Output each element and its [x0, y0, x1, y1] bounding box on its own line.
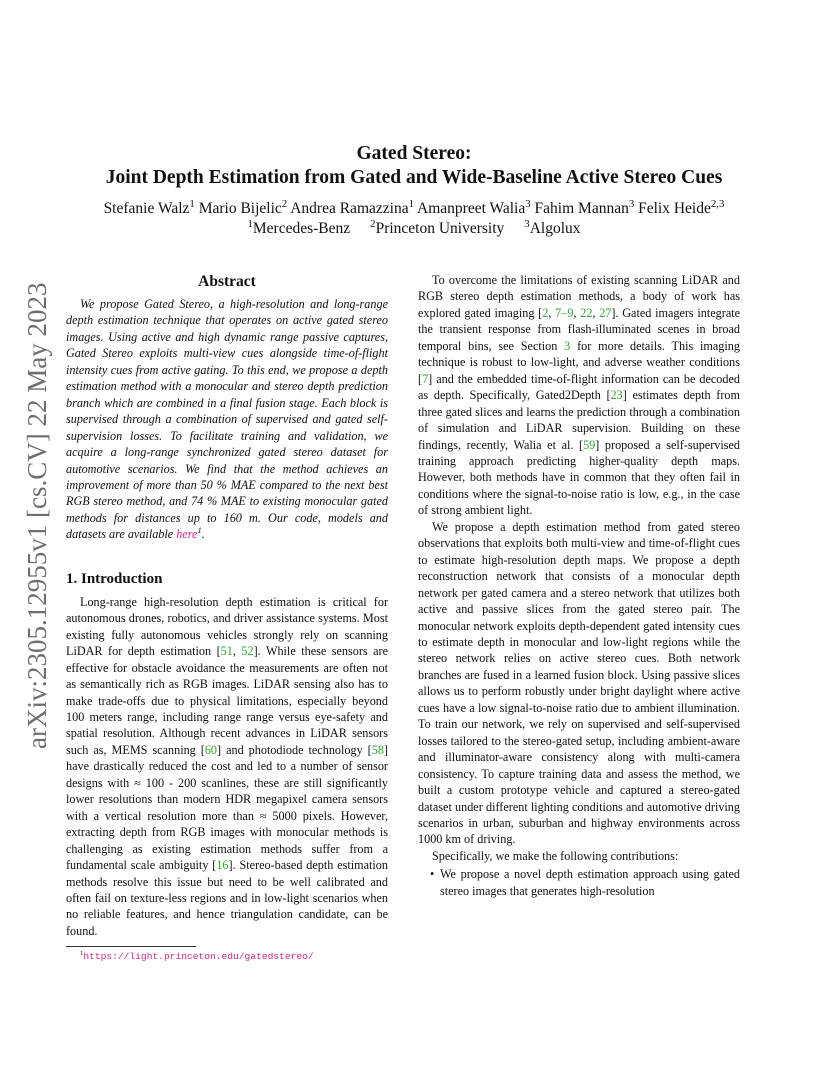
author	[290, 197, 414, 217]
abstract-text	[66, 296, 388, 543]
citation-link[interactable]: 16	[216, 858, 229, 873]
affiliation-number: 3	[524, 217, 530, 230]
author-affiliation-mark: 1	[408, 197, 414, 210]
author	[103, 197, 195, 217]
text-run: ,	[232, 644, 242, 659]
intro-paragraph-2	[418, 272, 740, 519]
author-list	[0, 199, 828, 218]
citation-link[interactable]: 51	[220, 644, 233, 659]
title-line-1: Gated Stereo:	[356, 143, 472, 164]
affiliation-name: Algolux	[529, 220, 581, 237]
intro-paragraph-4: Specifically, we make the following contributions:	[432, 848, 679, 863]
citation-link[interactable]: 59	[583, 437, 596, 452]
footnote-number: 1	[80, 949, 84, 957]
author-affiliation-mark: 2	[281, 197, 288, 210]
intro-paragraph-1	[66, 594, 388, 940]
intro-paragraph-3: We propose a depth estimation method from gated stereo observations that exploits both multi-view and time-of-flight cues to estimate high-resolution depth maps. We propose a depth reconstruction network that consists of a monocular depth network per gated camera and a stereo network that utilizes both active and passive slices from the gated stereo pair. The monocular network exploits depth-dependent gated intensity cues to estimate depth in monocular and low-light regions while the stereo network relies on active stereo cues. Both network branches are fused in a learned fusion block. Using passive slices allows us to perform robustly under bright daylight where active cues have a low signal-to-noise ratio due to ambient illumination. To train our network, we rely on supervised and self-supervised losses tailored to the stereo-gated setup, including ambient-aware and illuminator-aware consistency along with multi-camera consistency. To capture training data and assess the method, we built a custom prototype vehicle and captured a stereo-gated dataset under different lighting conditions and automotive driving scenarios in urban, suburban and highway environments across 1000 km of driving.	[418, 519, 740, 847]
author-name: Fahim Mannan	[534, 200, 629, 217]
author	[638, 197, 725, 217]
abstract-heading: Abstract	[198, 273, 256, 290]
author-name: Stefanie Walz	[103, 200, 190, 217]
author	[198, 197, 288, 217]
author-affiliation-mark: 3	[525, 197, 531, 210]
text-run: ] and the embedded time-of-flight information can be decoded as depth. Specifically, Gated2Depth [	[418, 371, 740, 403]
text-run: ] proposed a self-supervised training approach predicting higher-quality depth maps. However, both methods have in common that they often fail in conditions where the signal-to-noise ratio is low, e.g., in the case of strong ambient light.	[418, 437, 740, 518]
citation-link[interactable]: 7	[422, 371, 429, 386]
footnote	[80, 951, 314, 963]
contribution-bullet	[418, 866, 740, 899]
bullet-text: We propose a novel depth estimation approach using gated stereo images that generates high-resolution	[440, 867, 740, 898]
affiliation	[524, 217, 581, 237]
citation-link[interactable]: 7–9	[555, 305, 574, 320]
citation-link[interactable]: 2	[542, 305, 549, 320]
author-affiliation-mark: 3	[628, 197, 635, 210]
text-run: ] and photodiode technology [	[217, 742, 372, 757]
author-affiliation-mark: 2,3	[710, 197, 725, 210]
citation-link[interactable]: 60	[204, 742, 218, 757]
title-line-2: Joint Depth Estimation from Gated and Wide-Baseline Active Stereo Cues	[105, 167, 723, 188]
citation-link[interactable]: 52	[241, 644, 254, 659]
abstract-end: .	[201, 527, 205, 542]
text-run: ]. Gated imagers integrate the transient response from flash-illuminated scenes in broad temporal bins, see Section	[418, 305, 741, 353]
affiliation	[370, 217, 505, 237]
author-name: Mario Bijelic	[198, 200, 282, 217]
footnote-url[interactable]: https://light.princeton.edu/gatedstereo/	[83, 951, 314, 962]
affiliation-number: 1	[247, 217, 253, 230]
left-column	[66, 272, 388, 939]
text-run: Long-range high-resolution depth estimation is critical for autonomous drones, robotics, and driver assistance systems. Most existing fully autonomous vehicles strongly rely on scanning LiDAR for depth estimation [	[66, 594, 388, 659]
citation-link[interactable]: 22	[580, 305, 593, 320]
section-heading-introduction: 1. Introduction	[66, 570, 163, 587]
affiliation-name: Princeton University	[375, 220, 505, 237]
text-run: ]. While these sensors are effective for obstacle avoidance the measurements are often not as semantically rich as RGB images. LiDAR sensing also has to make trade-offs due to physical limitations, especially beyond 100 meters range, including range range versus eye-safety and spatial resolution. Although recent advances in LiDAR sensors such as, MEMS scanning [	[66, 644, 389, 757]
author	[534, 197, 635, 217]
citation-link[interactable]: 23	[610, 388, 623, 403]
citation-link[interactable]: 58	[371, 742, 384, 757]
author-name: Felix Heide	[638, 200, 711, 217]
footnote-divider	[66, 946, 196, 947]
author-name: Andrea Ramazzina	[290, 200, 409, 217]
paper-title	[0, 142, 828, 190]
author	[417, 197, 531, 217]
text-run: ] estimates depth from three gated slices and learns the prediction through a combination of simulation and LiDAR supervision. Building on these findings, recently, Walia et al. [	[418, 388, 740, 452]
text-run: ]. Stereo-based depth estimation methods resolve this issue but need to be well calibrated and often fail on texture-less regions and in low-light scenarios when no reliable features, and hence triangulation candidate, can be found.	[66, 858, 388, 938]
text-run: ] have drastically reduced the cost and led to a number of sensor designs with ≈ 100 - 200 scanlines, these are still significantly lower resolutions than modern HDR megapixel camera sensors with a vertical resolution more than ≈ 5000 pixels. However, extracting depth from RGB images with monocular methods is challenging as existing estimation methods suffer from a fundamental scale ambiguity [	[66, 742, 388, 873]
footnote-mark: 1	[197, 525, 202, 536]
text-run: ,	[548, 305, 556, 320]
text-run: To overcome the limitations of existing scanning LiDAR and RGB stereo depth estimation methods, a body of work has explored gated imaging [	[418, 273, 740, 320]
affiliation-number: 2	[370, 217, 376, 230]
affiliation-list	[0, 219, 828, 238]
code-link[interactable]: here	[176, 527, 198, 542]
author-affiliation-mark: 1	[189, 197, 195, 210]
text-run: for more details. This imaging technique is robust to low-light, and adverse weather conditions [	[418, 338, 740, 386]
arxiv-stamp: arXiv:2305.12955v1 [cs.CV] 22 May 2023	[22, 282, 52, 750]
affiliation	[247, 217, 351, 237]
affiliation-name: Mercedes-Benz	[252, 220, 351, 237]
abstract-body: We propose Gated Stereo, a high-resolution and long-range depth estimation technique that operates on active gated stereo images. Using active and high dynamic range passive captures, Gated Stereo exploits multi-view cues alongside time-of-flight intensity cues from active gating. To this end, we propose a depth estimation method with a monocular and stereo depth prediction branch which are combined in a final fusion stage. Each block is supervised through a combination of supervised and gated self-supervision losses. To facilitate training and validation, we acquire a long-range synchronized gated stereo dataset for automotive scenarios. We find that the method achieves an improvement of more than 50 % MAE compared to the next best RGB stereo method, and 74 % MAE to existing monocular gated methods for distances up to 160 m. Our code, models and datasets are available	[66, 297, 388, 542]
citation-link[interactable]: 3	[564, 338, 571, 353]
author-name: Amanpreet Walia	[417, 200, 526, 217]
bullet-icon: •	[430, 867, 435, 882]
text-run: ,	[592, 305, 600, 320]
citation-link[interactable]: 27	[599, 305, 612, 320]
right-column	[418, 272, 740, 899]
text-run: ,	[573, 305, 581, 320]
